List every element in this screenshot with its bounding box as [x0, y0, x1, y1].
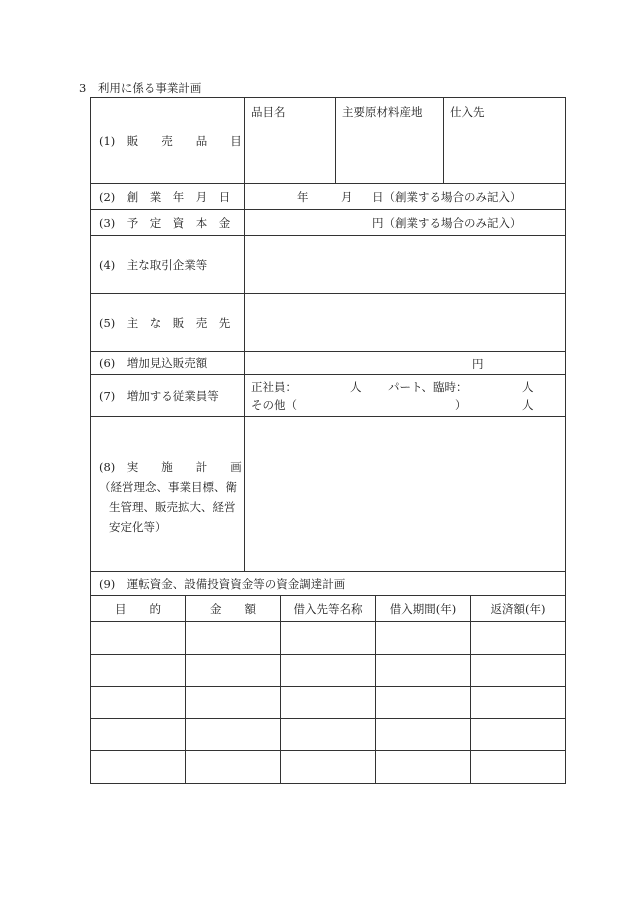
row-sales-increase: [91, 351, 565, 374]
label-customers: (5) 主 な 販 売 先: [91, 294, 245, 351]
day-note: 日（創業する場合のみ記入）: [372, 190, 522, 204]
cell-purpose[interactable]: [91, 622, 186, 654]
label-capital: (3) 予 定 資 本 金: [91, 210, 245, 235]
other-close-paren: ）: [455, 398, 467, 412]
table-row: [91, 718, 565, 750]
row-employees: [91, 374, 565, 416]
cell-purpose[interactable]: [91, 751, 186, 783]
col-lender: 借入先等名称: [281, 596, 376, 621]
founding-date-field[interactable]: [245, 184, 565, 209]
trading-partners-field[interactable]: [245, 236, 565, 293]
col-purpose: 目 的: [91, 596, 186, 621]
cell-repayment[interactable]: [471, 751, 565, 783]
capital-note: 円（創業する場合のみ記入）: [372, 216, 522, 230]
cell-lender[interactable]: [281, 655, 376, 686]
yen-unit: 円: [472, 357, 484, 371]
regular-employees-label: 正社員：: [251, 380, 297, 394]
table-row: [91, 654, 565, 686]
person-unit-3: 人: [522, 398, 534, 412]
sales-items-group: [245, 98, 565, 183]
cell-amount[interactable]: [186, 687, 281, 718]
row-customers: [91, 293, 565, 351]
cell-lender[interactable]: [281, 687, 376, 718]
label-trading-partners: (4) 主な取引企業等: [91, 236, 245, 293]
col-amount: 金 額: [186, 596, 281, 621]
cell-loan-period[interactable]: [376, 622, 471, 654]
cell-amount[interactable]: [186, 655, 281, 686]
cell-purpose[interactable]: [91, 719, 186, 750]
cell-loan-period[interactable]: [376, 751, 471, 783]
month-unit: 月: [341, 190, 353, 204]
cell-loan-period[interactable]: [376, 719, 471, 750]
section-title: 3 利用に係る事業計画: [79, 81, 202, 95]
row-sales-items: [91, 98, 565, 183]
cell-purpose[interactable]: [91, 687, 186, 718]
label-sales-increase: (6) 増加見込販売額: [91, 352, 245, 374]
row-capital: [91, 209, 565, 235]
cell-lender[interactable]: [281, 751, 376, 783]
label-implementation-plan: [91, 417, 245, 571]
funding-table-header: [91, 595, 565, 621]
cell-amount[interactable]: [186, 751, 281, 783]
table-row: [91, 750, 565, 783]
cell-lender[interactable]: [281, 622, 376, 654]
table-row: [91, 621, 565, 654]
employees-field[interactable]: [245, 375, 565, 416]
implementation-plan-title: (8) 実 施 計 画: [99, 460, 242, 474]
cell-repayment[interactable]: [471, 719, 565, 750]
cell-purpose[interactable]: [91, 655, 186, 686]
implementation-plan-field[interactable]: [245, 417, 565, 571]
business-plan-form: [90, 97, 566, 784]
raw-material-origin-cell[interactable]: 主要原材料産地: [336, 98, 444, 183]
part-time-label: パート、臨時：: [388, 380, 468, 394]
cell-amount[interactable]: [186, 622, 281, 654]
sales-increase-field[interactable]: [245, 352, 565, 374]
other-employees-label: その他（: [251, 398, 297, 412]
row-trading-partners: [91, 235, 565, 293]
year-unit: 年: [297, 190, 309, 204]
cell-loan-period[interactable]: [376, 655, 471, 686]
person-unit-2: 人: [522, 380, 534, 394]
supplier-cell[interactable]: 仕入先: [450, 105, 485, 119]
cell-amount[interactable]: [186, 719, 281, 750]
cell-loan-period[interactable]: [376, 687, 471, 718]
table-row: [91, 686, 565, 718]
implementation-plan-note: （経営理念、事業目標、衛生管理、販売拡大、経営安定化等）: [99, 480, 237, 534]
item-name-cell[interactable]: 品目名: [245, 98, 336, 183]
row-founding-date: [91, 183, 565, 209]
funding-plan-header: (9) 運転資金、設備投資資金等の資金調達計画: [91, 571, 565, 595]
customers-field[interactable]: [245, 294, 565, 351]
label-employees: (7) 増加する従業員等: [91, 375, 245, 416]
cell-lender[interactable]: [281, 719, 376, 750]
col-repayment: 返済額(年): [490, 601, 546, 616]
person-unit-1: 人: [350, 380, 362, 394]
label-founding-date: (2) 創 業 年 月 日: [91, 184, 245, 209]
row-implementation-plan: [91, 416, 565, 571]
label-sales-items: (1) 販 売 品 目: [91, 98, 245, 183]
capital-field[interactable]: [245, 210, 565, 235]
cell-repayment[interactable]: [471, 687, 565, 718]
cell-repayment[interactable]: [471, 622, 565, 654]
col-loan-period: 借入期間(年): [376, 596, 471, 621]
cell-repayment[interactable]: [471, 655, 565, 686]
